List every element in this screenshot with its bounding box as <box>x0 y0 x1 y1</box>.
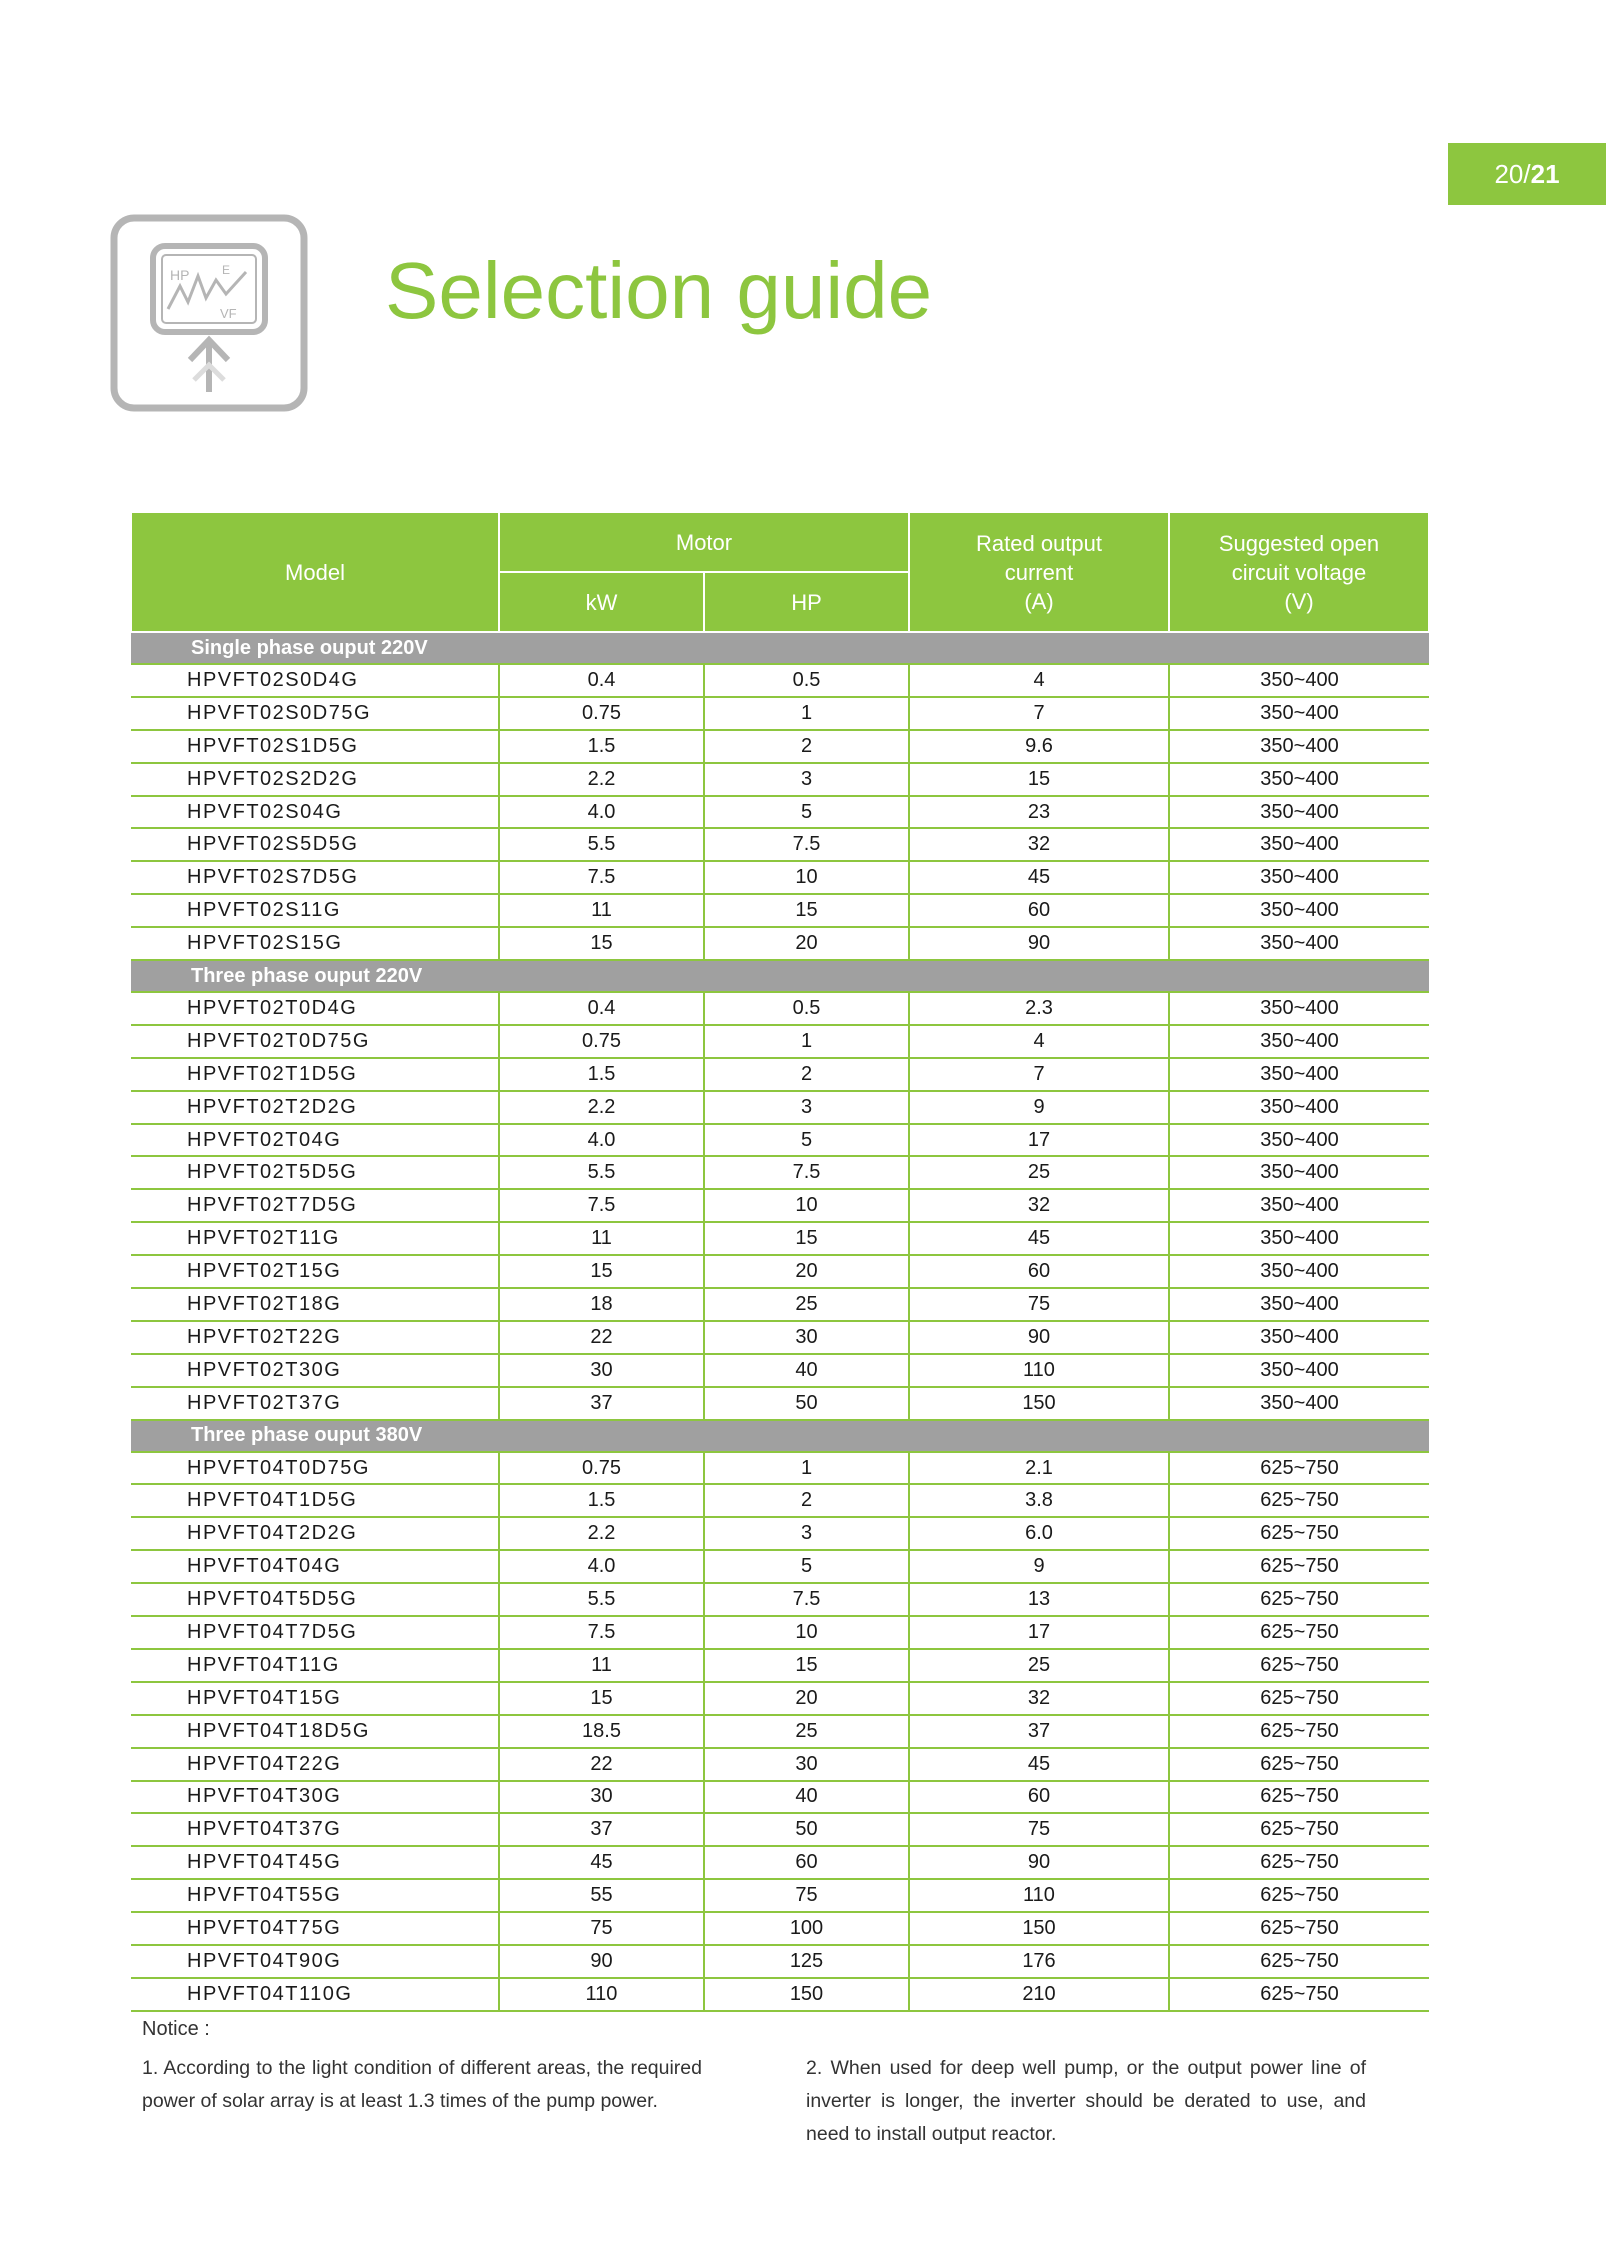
header-model: Model <box>131 512 499 632</box>
voltage-cell: 625~750 <box>1169 1550 1429 1583</box>
voltage-cell: 625~750 <box>1169 1813 1429 1846</box>
kw-cell: 7.5 <box>499 1189 704 1222</box>
hp-cell: 2 <box>704 1058 909 1091</box>
header-current-line1: Rated output <box>976 530 1102 556</box>
page-number-tab <box>1448 143 1606 205</box>
kw-cell: 37 <box>499 1813 704 1846</box>
hp-cell: 125 <box>704 1945 909 1978</box>
voltage-cell: 625~750 <box>1169 1748 1429 1781</box>
hp-cell: 10 <box>704 861 909 894</box>
kw-cell: 0.75 <box>499 697 704 730</box>
hp-cell: 75 <box>704 1879 909 1912</box>
hp-cell: 25 <box>704 1715 909 1748</box>
hp-cell: 1 <box>704 1452 909 1485</box>
current-cell: 176 <box>909 1945 1169 1978</box>
model-cell: HPVFT02T04G <box>131 1124 499 1157</box>
model-cell: HPVFT02T0D4G <box>131 992 499 1025</box>
logo-hp-text: HP <box>170 267 190 283</box>
hp-cell: 3 <box>704 1091 909 1124</box>
table-row <box>131 1288 1429 1321</box>
model-cell: HPVFT02T15G <box>131 1255 499 1288</box>
voltage-cell: 625~750 <box>1169 1715 1429 1748</box>
voltage-cell: 625~750 <box>1169 1452 1429 1485</box>
table-row <box>131 1649 1429 1682</box>
voltage-cell: 350~400 <box>1169 664 1429 697</box>
model-cell: HPVFT02S11G <box>131 894 499 927</box>
selection-guide-logo-icon <box>110 214 308 412</box>
kw-cell: 15 <box>499 1682 704 1715</box>
hp-cell: 25 <box>704 1288 909 1321</box>
kw-cell: 0.75 <box>499 1452 704 1485</box>
voltage-cell: 350~400 <box>1169 1255 1429 1288</box>
hp-cell: 40 <box>704 1354 909 1387</box>
kw-cell: 2.2 <box>499 763 704 796</box>
kw-cell: 2.2 <box>499 1091 704 1124</box>
voltage-cell: 625~750 <box>1169 1484 1429 1517</box>
model-cell: HPVFT02T1D5G <box>131 1058 499 1091</box>
section-title: Three phase ouput 380V <box>131 1420 1429 1452</box>
table-row <box>131 763 1429 796</box>
current-cell: 110 <box>909 1354 1169 1387</box>
notice-heading: Notice : <box>142 2018 210 2040</box>
section-row <box>131 632 1429 664</box>
notice-note-1: 1. According to the light condition of different areas, the required power of solar array is at least 1.3 times of the pump power. <box>142 2057 702 2112</box>
current-cell: 3.8 <box>909 1484 1169 1517</box>
logo-vf-text: VF <box>220 306 237 321</box>
voltage-cell: 350~400 <box>1169 1321 1429 1354</box>
header-voltage-unit: (V) <box>1284 588 1314 614</box>
hp-cell: 30 <box>704 1321 909 1354</box>
current-cell: 6.0 <box>909 1517 1169 1550</box>
model-cell: HPVFT02T5D5G <box>131 1156 499 1189</box>
voltage-cell: 350~400 <box>1169 1156 1429 1189</box>
model-cell: HPVFT02T18G <box>131 1288 499 1321</box>
header-open-voltage <box>1169 512 1429 632</box>
current-cell: 90 <box>909 1846 1169 1879</box>
hp-cell: 5 <box>704 796 909 829</box>
table-row <box>131 1846 1429 1879</box>
hp-cell: 15 <box>704 894 909 927</box>
voltage-cell: 350~400 <box>1169 992 1429 1025</box>
model-cell: HPVFT02T11G <box>131 1222 499 1255</box>
kw-cell: 11 <box>499 894 704 927</box>
current-cell: 23 <box>909 796 1169 829</box>
kw-cell: 15 <box>499 1255 704 1288</box>
kw-cell: 30 <box>499 1781 704 1814</box>
page-number-next: 21 <box>1530 158 1560 189</box>
hp-cell: 15 <box>704 1649 909 1682</box>
hp-cell: 5 <box>704 1550 909 1583</box>
table-row <box>131 664 1429 697</box>
table-row <box>131 1222 1429 1255</box>
model-cell: HPVFT04T30G <box>131 1781 499 1814</box>
current-cell: 2.1 <box>909 1452 1169 1485</box>
hp-cell: 15 <box>704 1222 909 1255</box>
model-cell: HPVFT04T55G <box>131 1879 499 1912</box>
current-cell: 9.6 <box>909 730 1169 763</box>
current-cell: 25 <box>909 1156 1169 1189</box>
table-row <box>131 1550 1429 1583</box>
hp-cell: 30 <box>704 1748 909 1781</box>
voltage-cell: 625~750 <box>1169 1945 1429 1978</box>
current-cell: 75 <box>909 1288 1169 1321</box>
kw-cell: 15 <box>499 927 704 960</box>
header-motor: Motor <box>499 512 909 572</box>
model-cell: HPVFT02T2D2G <box>131 1091 499 1124</box>
voltage-cell: 350~400 <box>1169 1387 1429 1420</box>
section-row <box>131 1420 1429 1452</box>
current-cell: 150 <box>909 1912 1169 1945</box>
hp-cell: 20 <box>704 927 909 960</box>
kw-cell: 55 <box>499 1879 704 1912</box>
model-cell: HPVFT02S5D5G <box>131 828 499 861</box>
voltage-cell: 625~750 <box>1169 1616 1429 1649</box>
voltage-cell: 625~750 <box>1169 1879 1429 1912</box>
voltage-cell: 350~400 <box>1169 1025 1429 1058</box>
table-row <box>131 1124 1429 1157</box>
kw-cell: 90 <box>499 1945 704 1978</box>
table-row <box>131 730 1429 763</box>
table-row <box>131 927 1429 960</box>
kw-cell: 22 <box>499 1321 704 1354</box>
model-cell: HPVFT04T90G <box>131 1945 499 1978</box>
hp-cell: 1 <box>704 1025 909 1058</box>
voltage-cell: 350~400 <box>1169 796 1429 829</box>
current-cell: 32 <box>909 828 1169 861</box>
header-hp: HP <box>704 572 909 632</box>
kw-cell: 110 <box>499 1978 704 2011</box>
kw-cell: 4.0 <box>499 796 704 829</box>
voltage-cell: 350~400 <box>1169 861 1429 894</box>
header-current-unit: (A) <box>1024 588 1054 614</box>
model-cell: HPVFT04T1D5G <box>131 1484 499 1517</box>
model-cell: HPVFT02T22G <box>131 1321 499 1354</box>
voltage-cell: 625~750 <box>1169 1682 1429 1715</box>
kw-cell: 30 <box>499 1354 704 1387</box>
hp-cell: 1 <box>704 697 909 730</box>
kw-cell: 7.5 <box>499 1616 704 1649</box>
kw-cell: 18.5 <box>499 1715 704 1748</box>
kw-cell: 37 <box>499 1387 704 1420</box>
model-cell: HPVFT02T30G <box>131 1354 499 1387</box>
kw-cell: 5.5 <box>499 828 704 861</box>
table-row <box>131 1715 1429 1748</box>
hp-cell: 150 <box>704 1978 909 2011</box>
voltage-cell: 350~400 <box>1169 1288 1429 1321</box>
current-cell: 9 <box>909 1550 1169 1583</box>
header-kw: kW <box>499 572 704 632</box>
table-row <box>131 1616 1429 1649</box>
voltage-cell: 350~400 <box>1169 1091 1429 1124</box>
model-cell: HPVFT02S1D5G <box>131 730 499 763</box>
page-title: Selection guide <box>385 246 933 335</box>
model-cell: HPVFT04T37G <box>131 1813 499 1846</box>
current-cell: 7 <box>909 697 1169 730</box>
model-cell: HPVFT02S2D2G <box>131 763 499 796</box>
voltage-cell: 625~750 <box>1169 1583 1429 1616</box>
hp-cell: 3 <box>704 1517 909 1550</box>
table-row <box>131 697 1429 730</box>
kw-cell: 1.5 <box>499 1058 704 1091</box>
current-cell: 17 <box>909 1616 1169 1649</box>
current-cell: 45 <box>909 861 1169 894</box>
current-cell: 110 <box>909 1879 1169 1912</box>
table-row <box>131 1156 1429 1189</box>
voltage-cell: 350~400 <box>1169 730 1429 763</box>
table-row <box>131 1321 1429 1354</box>
voltage-cell: 350~400 <box>1169 927 1429 960</box>
hp-cell: 7.5 <box>704 828 909 861</box>
table-row <box>131 1517 1429 1550</box>
hp-cell: 20 <box>704 1682 909 1715</box>
table-row <box>131 1813 1429 1846</box>
table-row <box>131 1058 1429 1091</box>
kw-cell: 7.5 <box>499 861 704 894</box>
selection-table <box>130 511 1430 2012</box>
hp-cell: 0.5 <box>704 664 909 697</box>
voltage-cell: 350~400 <box>1169 697 1429 730</box>
current-cell: 4 <box>909 1025 1169 1058</box>
model-cell: HPVFT04T75G <box>131 1912 499 1945</box>
table-row <box>131 1387 1429 1420</box>
voltage-cell: 625~750 <box>1169 1846 1429 1879</box>
kw-cell: 0.4 <box>499 992 704 1025</box>
current-cell: 60 <box>909 1781 1169 1814</box>
table-row <box>131 1189 1429 1222</box>
kw-cell: 4.0 <box>499 1124 704 1157</box>
hp-cell: 100 <box>704 1912 909 1945</box>
hp-cell: 5 <box>704 1124 909 1157</box>
table-row <box>131 1912 1429 1945</box>
current-cell: 60 <box>909 894 1169 927</box>
model-cell: HPVFT04T2D2G <box>131 1517 499 1550</box>
model-cell: HPVFT02T37G <box>131 1387 499 1420</box>
table-row <box>131 1354 1429 1387</box>
voltage-cell: 625~750 <box>1169 1781 1429 1814</box>
table-body <box>131 632 1429 2011</box>
current-cell: 90 <box>909 927 1169 960</box>
table-row <box>131 1978 1429 2011</box>
current-cell: 17 <box>909 1124 1169 1157</box>
current-cell: 210 <box>909 1978 1169 2011</box>
hp-cell: 20 <box>704 1255 909 1288</box>
table-row <box>131 1879 1429 1912</box>
kw-cell: 0.75 <box>499 1025 704 1058</box>
model-cell: HPVFT02T7D5G <box>131 1189 499 1222</box>
section-row <box>131 960 1429 992</box>
current-cell: 9 <box>909 1091 1169 1124</box>
hp-cell: 7.5 <box>704 1583 909 1616</box>
model-cell: HPVFT04T0D75G <box>131 1452 499 1485</box>
header-rated-current <box>909 512 1169 632</box>
model-cell: HPVFT04T18D5G <box>131 1715 499 1748</box>
header-current-line2: current <box>1004 559 1074 585</box>
hp-cell: 3 <box>704 763 909 796</box>
kw-cell: 18 <box>499 1288 704 1321</box>
table-row <box>131 1025 1429 1058</box>
page-number-current: 20/ <box>1494 158 1531 189</box>
table-row <box>131 1484 1429 1517</box>
kw-cell: 1.5 <box>499 730 704 763</box>
voltage-cell: 350~400 <box>1169 1354 1429 1387</box>
voltage-cell: 625~750 <box>1169 1649 1429 1682</box>
kw-cell: 2.2 <box>499 1517 704 1550</box>
kw-cell: 11 <box>499 1649 704 1682</box>
section-title: Three phase ouput 220V <box>131 960 1429 992</box>
table-row <box>131 992 1429 1025</box>
current-cell: 45 <box>909 1748 1169 1781</box>
logo-e-text: E <box>222 263 231 277</box>
hp-cell: 2 <box>704 730 909 763</box>
model-cell: HPVFT02S04G <box>131 796 499 829</box>
kw-cell: 45 <box>499 1846 704 1879</box>
model-cell: HPVFT02S7D5G <box>131 861 499 894</box>
table-row <box>131 1091 1429 1124</box>
hp-cell: 10 <box>704 1189 909 1222</box>
model-cell: HPVFT04T22G <box>131 1748 499 1781</box>
current-cell: 2.3 <box>909 992 1169 1025</box>
current-cell: 90 <box>909 1321 1169 1354</box>
current-cell: 45 <box>909 1222 1169 1255</box>
kw-cell: 5.5 <box>499 1156 704 1189</box>
table-row <box>131 894 1429 927</box>
table-row <box>131 1781 1429 1814</box>
table-row <box>131 828 1429 861</box>
model-cell: HPVFT02S0D4G <box>131 664 499 697</box>
hp-cell: 10 <box>704 1616 909 1649</box>
kw-cell: 0.4 <box>499 664 704 697</box>
current-cell: 4 <box>909 664 1169 697</box>
model-cell: HPVFT04T04G <box>131 1550 499 1583</box>
current-cell: 75 <box>909 1813 1169 1846</box>
kw-cell: 1.5 <box>499 1484 704 1517</box>
hp-cell: 60 <box>704 1846 909 1879</box>
header-voltage-line1: Suggested open <box>1218 530 1380 556</box>
model-cell: HPVFT04T5D5G <box>131 1583 499 1616</box>
kw-cell: 75 <box>499 1912 704 1945</box>
model-cell: HPVFT04T11G <box>131 1649 499 1682</box>
hp-cell: 0.5 <box>704 992 909 1025</box>
model-cell: HPVFT02T0D75G <box>131 1025 499 1058</box>
section-title: Single phase ouput 220V <box>131 632 1429 664</box>
voltage-cell: 625~750 <box>1169 1517 1429 1550</box>
voltage-cell: 350~400 <box>1169 1124 1429 1157</box>
table-row <box>131 1452 1429 1485</box>
kw-cell: 5.5 <box>499 1583 704 1616</box>
model-cell: HPVFT04T15G <box>131 1682 499 1715</box>
voltage-cell: 625~750 <box>1169 1912 1429 1945</box>
table-row <box>131 796 1429 829</box>
table-row <box>131 1583 1429 1616</box>
table-row <box>131 1748 1429 1781</box>
voltage-cell: 350~400 <box>1169 1189 1429 1222</box>
table-row <box>131 1682 1429 1715</box>
kw-cell: 4.0 <box>499 1550 704 1583</box>
model-cell: HPVFT02S15G <box>131 927 499 960</box>
model-cell: HPVFT02S0D75G <box>131 697 499 730</box>
current-cell: 7 <box>909 1058 1169 1091</box>
header-voltage-line2: circuit voltage <box>1231 559 1367 585</box>
hp-cell: 2 <box>704 1484 909 1517</box>
current-cell: 25 <box>909 1649 1169 1682</box>
current-cell: 150 <box>909 1387 1169 1420</box>
table-row <box>131 1255 1429 1288</box>
kw-cell: 22 <box>499 1748 704 1781</box>
current-cell: 13 <box>909 1583 1169 1616</box>
current-cell: 32 <box>909 1682 1169 1715</box>
model-cell: HPVFT04T7D5G <box>131 1616 499 1649</box>
voltage-cell: 350~400 <box>1169 894 1429 927</box>
hp-cell: 50 <box>704 1813 909 1846</box>
table-row <box>131 1945 1429 1978</box>
hp-cell: 7.5 <box>704 1156 909 1189</box>
voltage-cell: 350~400 <box>1169 763 1429 796</box>
kw-cell: 11 <box>499 1222 704 1255</box>
table-row <box>131 861 1429 894</box>
current-cell: 32 <box>909 1189 1169 1222</box>
voltage-cell: 625~750 <box>1169 1978 1429 2011</box>
current-cell: 37 <box>909 1715 1169 1748</box>
hp-cell: 40 <box>704 1781 909 1814</box>
voltage-cell: 350~400 <box>1169 828 1429 861</box>
model-cell: HPVFT04T45G <box>131 1846 499 1879</box>
hp-cell: 50 <box>704 1387 909 1420</box>
model-cell: HPVFT04T110G <box>131 1978 499 2011</box>
voltage-cell: 350~400 <box>1169 1222 1429 1255</box>
voltage-cell: 350~400 <box>1169 1058 1429 1091</box>
notice-note-2: 2. When used for deep well pump, or the output power line of inverter is longer, the inverter should be derated to use, and need to install output reactor. <box>806 2057 1366 2145</box>
current-cell: 60 <box>909 1255 1169 1288</box>
current-cell: 15 <box>909 763 1169 796</box>
